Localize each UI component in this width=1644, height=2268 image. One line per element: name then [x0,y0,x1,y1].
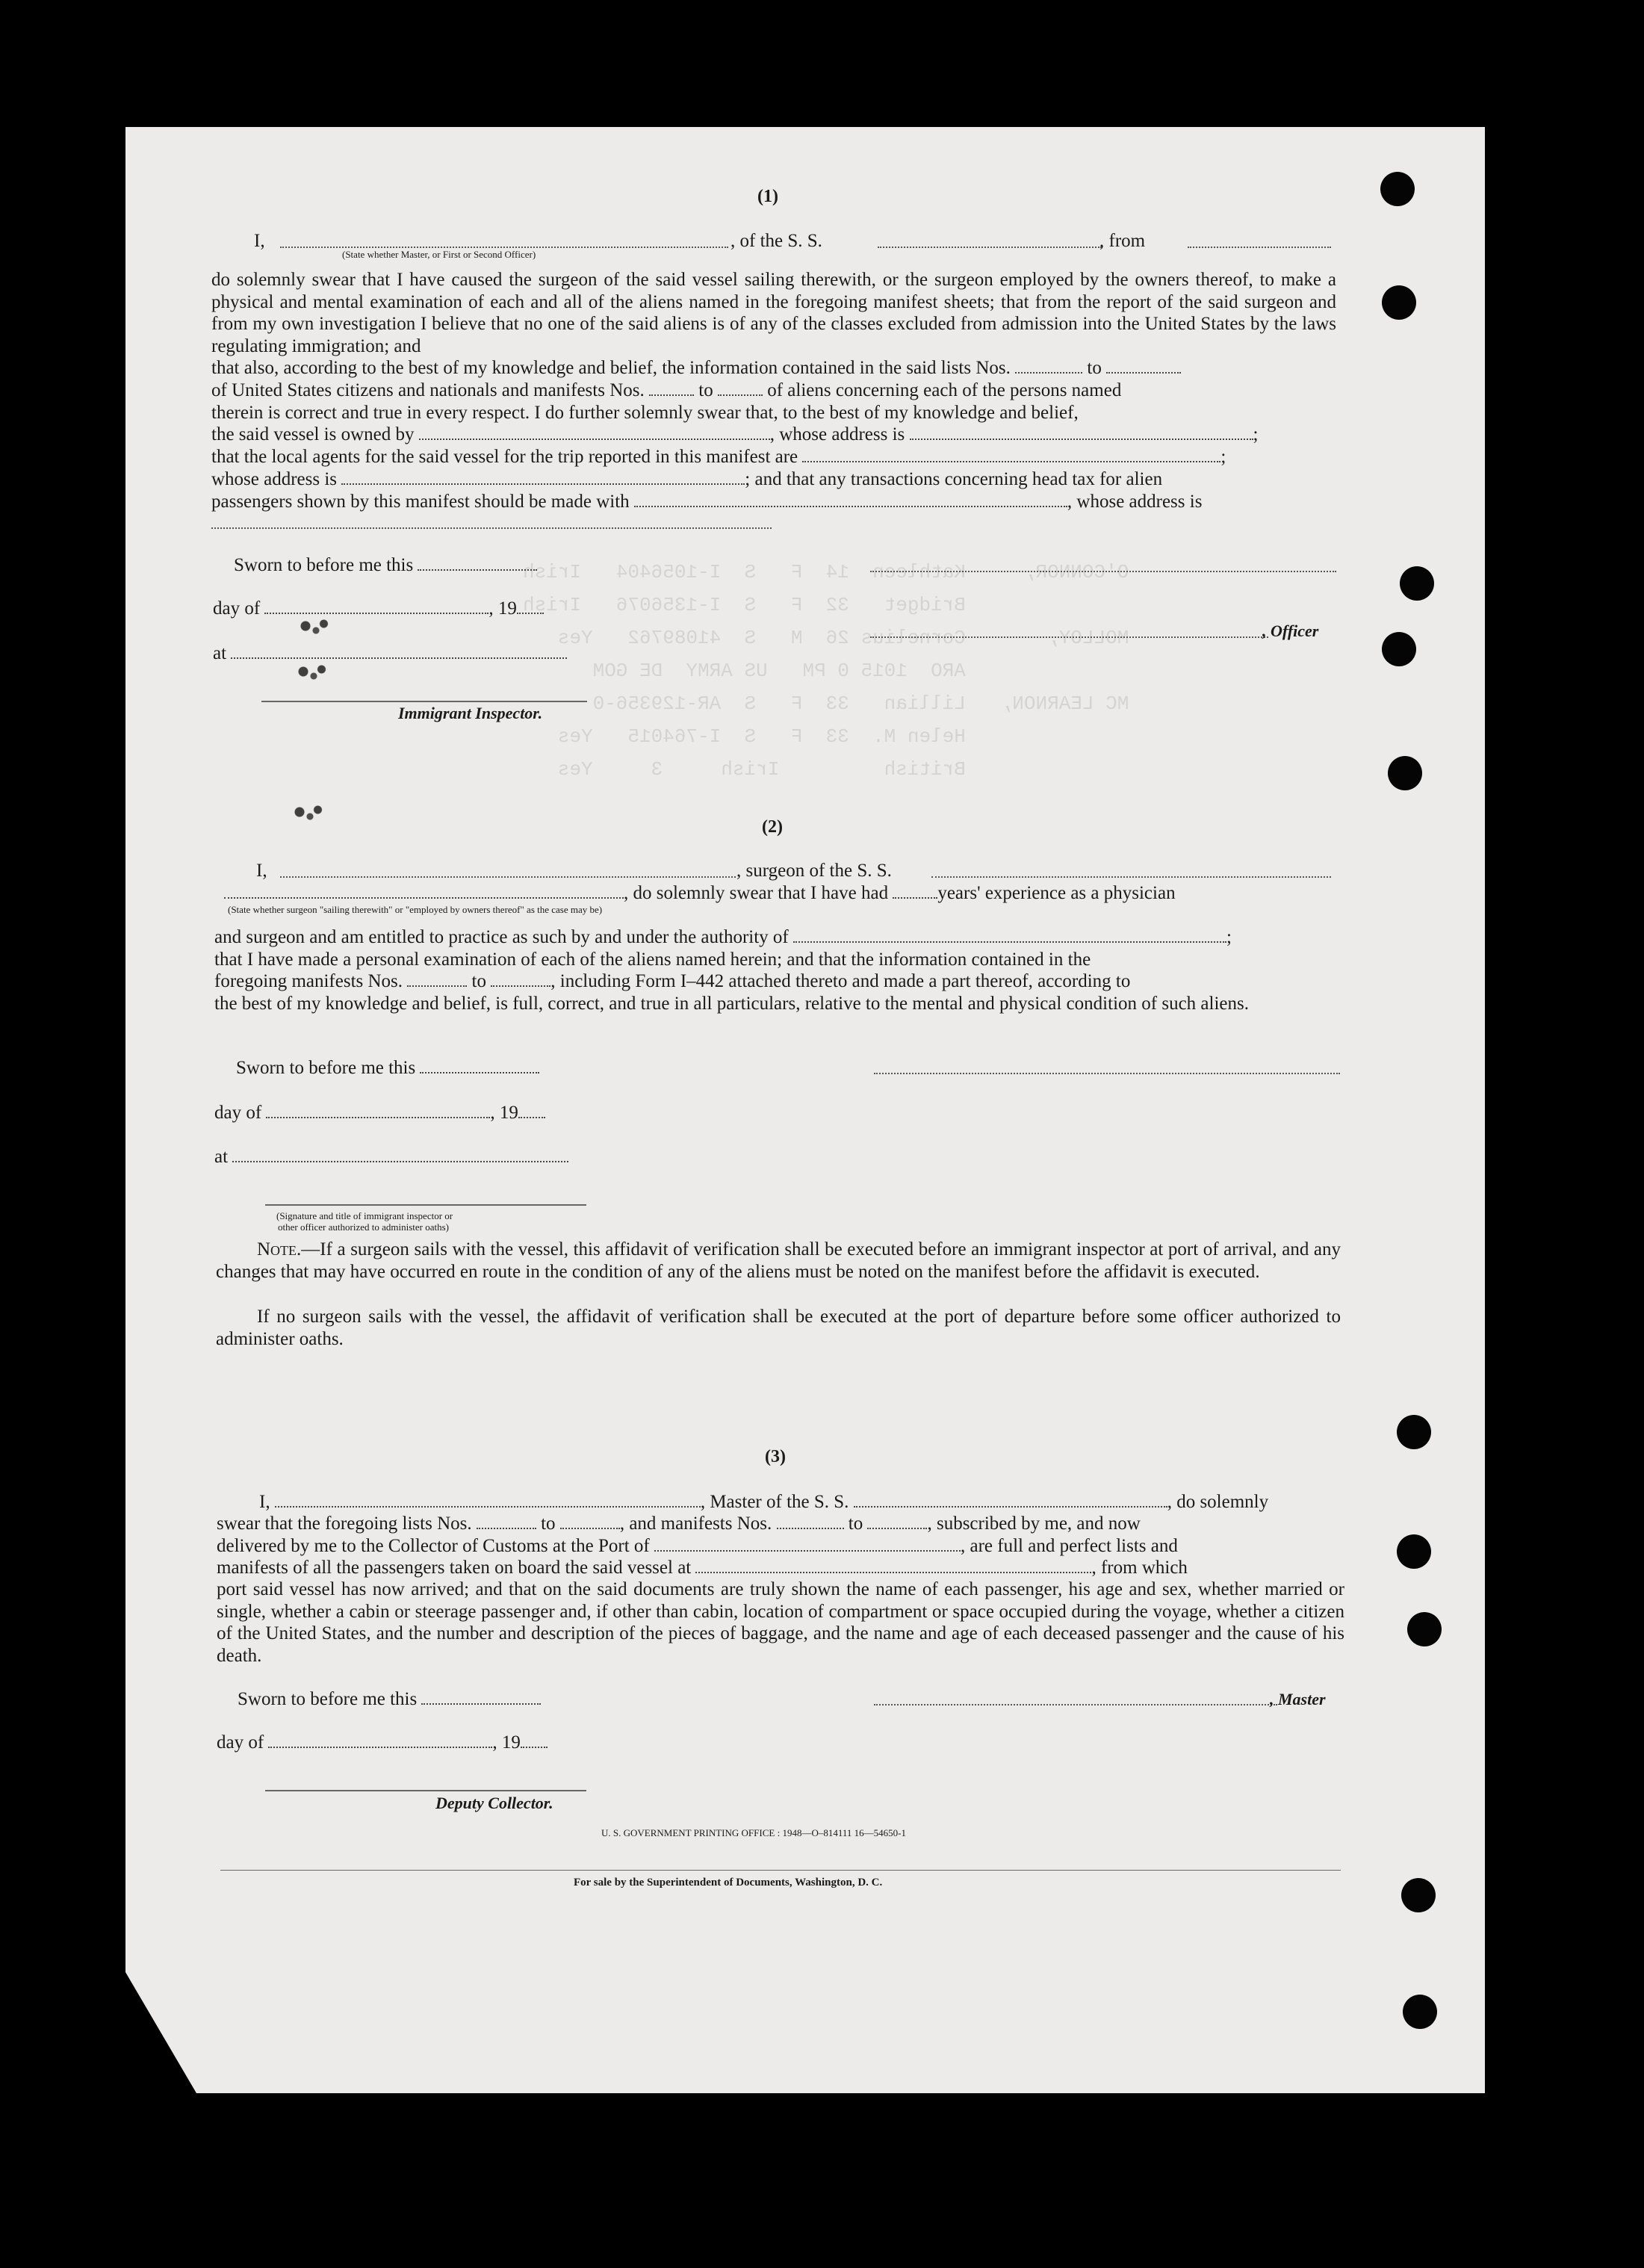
sig-note-1: (Signature and title of immigrant inspector or [276,1210,453,1221]
sec1-at [213,642,567,664]
sec1-day [213,598,544,619]
sec2-manifests-line [214,970,1130,992]
from-which-text: , from which [1091,1558,1188,1578]
officer-title: , Officer [1262,622,1319,640]
sec2-to: to [471,971,486,991]
section-1-heading: (1) [757,187,778,206]
transactions-text: ; and that any transactions concerning head tax for alien [745,469,1163,489]
sec2-manifests-to-blank [491,970,550,987]
punch-hole [1403,1995,1437,2029]
master-title: , Master [1270,1690,1326,1708]
vessel-name-line [878,247,1102,248]
sec2-day-blank [266,1102,490,1118]
whose-address-text-3: , whose address is [1067,492,1203,512]
sec2-year-blank [518,1102,545,1118]
surgeon-note-paragraph [216,1239,1341,1283]
lists-to-blank [1106,357,1181,374]
punch-hole [1388,756,1422,790]
sec2-i: I, [256,861,267,881]
boarded-at-blank [695,1557,1091,1573]
officer-name-line [280,247,728,248]
inspector-title: Immigrant Inspector. [398,704,543,722]
ink-smudge [290,615,342,637]
sec2-at-text: at [214,1147,229,1167]
day-blank [264,598,488,614]
sec2-at-blank [232,1146,568,1162]
punch-hole [1397,1534,1431,1569]
sec2-sworn [236,1057,539,1079]
manifests-to: to [698,380,713,400]
master-name-blank [275,1491,701,1508]
officer-signature-line [870,636,1268,638]
lists-text: that also, according to the best of my knowledge and belief, the information contained in the said lists Nos. [211,358,1011,378]
whose-address-text-2: whose address is [211,469,338,489]
sec1-agent-address-line [211,468,1162,490]
whose-address-text: , whose address is [769,424,905,444]
years-text: years' experience as a physician [937,883,1176,903]
owned-by-text: the said vessel is owned by [211,424,415,444]
sec1-owned-line: the said vessel is owned by , whose address is ; [211,424,1259,444]
sec3-i: I, [259,1492,270,1512]
punch-hole [1400,566,1434,601]
no-surgeon-paragraph: If no surgeon sails with the vessel, the affidavit of verification shall be executed at the port of departure before some officer authorized to administer oaths. [216,1307,1341,1349]
sec1-line3: therein is correct and true in every respect. I do further solemnly swear that, to the best of my knowledge and belief, [211,403,1079,423]
sec2-year-text: , 19 [490,1103,518,1123]
bleed-through: O'CONNOR, Kathleen 14 F S I-1056404 Irish Bridget 32 F S I-1356076 Irish MOLLOY, Cornelius 26 M S 41089762 Yes ARO 1015 0 PM US ARMY DE GOM MC LEARNON, Lillian 33 F S AR-129356-0 Helen M. 33 F S I-764015 Yes British Irish 3 Yes [523,561,1129,781]
note-label: Note. [257,1239,302,1260]
sec1-from: , from [1099,231,1146,251]
master-vessel-blank [854,1491,1167,1508]
sec3-day-of-text: day of [217,1732,264,1753]
sec3-manifests-to-blank [867,1513,927,1529]
sec1-of-ss: , of the S. S. [731,231,822,251]
sec2-solemnly-line [224,882,1176,904]
punch-hole [1380,172,1415,206]
subscribed-text: , subscribed by me, and now [927,1513,1141,1534]
authority-text: and surgeon and am entitled to practice as such by and under the authority of [214,927,789,947]
punch-hole [1407,1612,1442,1646]
ink-smudge [288,660,340,683]
surgeon-name-line [280,876,736,878]
sec3-sworn-blank [421,1688,541,1705]
deputy-signature-line [265,1790,586,1791]
sec2-surgeon-of: , surgeon of the S. S. [736,861,892,881]
gpo-imprint: U. S. GOVERNMENT PRINTING OFFICE : 1948—O–814111 16—54650-1 [601,1827,906,1838]
swear-lists-text: swear that the foregoing lists Nos. [217,1513,472,1534]
at-blank [231,642,567,659]
port-blank [654,1535,961,1552]
sec1-manifests-line [211,379,1121,401]
sec3-i-line [259,1491,1268,1513]
sec2-sworn-blank [420,1057,539,1073]
full-text: , are full and perfect lists and [961,1536,1178,1556]
manifests-to-blank [718,379,763,396]
sec3-lists-to-blank [560,1513,620,1529]
punch-hole [1401,1878,1436,1912]
owner-blank [419,424,770,440]
sec3-sworn-text: Sworn to before me this [238,1689,418,1709]
sec1-passengers-line [211,491,1202,512]
deputy-title: Deputy Collector. [435,1794,553,1812]
manifests-text: of United States citizens and nationals and manifests Nos. [211,380,645,400]
delivered-text: delivered by me to the Collector of Customs at the Port of [217,1536,650,1556]
headtax-address-line [211,527,772,529]
inspector-signature-line [261,701,587,702]
manifests-all-text: manifests of all the passengers taken on board the said vessel at [217,1558,692,1578]
surgeon-vessel-line [931,876,1331,878]
sec2-body2: the best of my knowledge and belief, is full, correct, and true in all particulars, relative to the mental and physical condition of such aliens. [214,994,1249,1014]
sec3-to: to [541,1513,556,1534]
sec1-sworn [234,554,537,576]
sec3-year-blank [521,1732,548,1748]
lists-to: to [1087,358,1102,378]
from-port-line [1188,247,1331,248]
sec2-signature-line [265,1204,586,1206]
at-text: at [213,643,227,663]
master-signature-line [874,1704,1277,1705]
do-solemnly-text: , do solemnly [1167,1492,1269,1512]
authority-blank [793,926,1226,943]
sworn-text: Sworn to before me this [234,555,414,575]
sec3-lists-from-blank [477,1513,536,1529]
sec1-lists-line [211,357,1181,379]
sec3-day-blank [268,1732,492,1748]
state-note: (State whether Master, or First or Second Officer) [342,249,536,260]
footer-rule [220,1870,1341,1871]
manifests-from-blank [649,379,694,396]
headtax-agent-blank [634,491,1067,507]
sec3-day [217,1732,548,1753]
owner-address-blank [910,424,1253,440]
sec3-manifests-line [217,1557,1188,1578]
sec1-body: do solemnly swear that I have caused the surgeon of the said vessel sailing therewith, or the surgeon employed by the owners thereof, to make a physical and mental examination of each and all of the aliens named in the foregoing manifest sheets; that from the report of the said surgeon and from my own investigation I believe that no one of the said aliens is of any of the classes excluded from admission into the United States by the laws regulating immigration; and [211,270,1336,356]
officer-signature-top [870,571,1336,572]
sec2-day-of-text: day of [214,1103,262,1123]
sec2-body-line: that I have made a personal examination of each of the aliens named herein; and that the information contained in the [214,949,1091,970]
year-text: , 19 [488,598,517,619]
local-agents-text: that the local agents for the said vessel for the trip reported in this manifest are [211,447,798,467]
section-3-heading: (3) [765,1447,786,1466]
master-of-text: , Master of the S. S. [700,1492,849,1512]
sec3-body: port said vessel has now arrived; and that on the said documents are truly shown the name of each passenger, his age and sex, whether married or single, whether a cabin or steerage passenger and, if other than cabin, location of compartment or space occupied during the voyage, whether a citizen of the United States, and the number and description of the pieces of baggage, and the name and age of each deceased passenger and the cause of his death. [217,1579,1344,1666]
sec1-i: I, [254,231,265,251]
note-text: —If a surgeon sails with the vessel, this affidavit of verification shall be executed before an immigrant inspector at port of arrival, and any changes that may have occurred en route in the condition of any of the aliens must be noted on the manifest before the affidavit is executed. [216,1239,1341,1282]
punch-hole [1382,632,1416,666]
surgeon-signature-line [874,1073,1340,1074]
for-sale-note: For sale by the Superintendent of Documents, Washington, D. C. [574,1877,883,1889]
section-2-heading: (2) [762,817,783,837]
lists-from-blank [1015,357,1082,374]
sec3-year-text: , 19 [492,1732,521,1753]
agents-blank [802,446,1220,462]
sig-note-2: other officer authorized to administer oaths) [278,1221,449,1233]
punch-hole [1397,1415,1431,1449]
punch-hole [1382,285,1416,320]
sec3-to-2: to [848,1513,863,1534]
and-manifests-text: , and manifests Nos. [619,1513,772,1534]
surgeon-note: (State whether surgeon "sailing therewith" or "employed by owners thereof" as the case may be) [228,904,603,915]
sec1-agents-line: that the local agents for the said vessel for the trip reported in this manifest are ; [211,447,1226,467]
surgeon-type-blank [224,882,624,899]
sec2-at [214,1146,568,1168]
sec3-manifests-from-blank [777,1513,844,1529]
year-blank [517,598,544,614]
manifests-post: of aliens concerning each of the persons named [767,380,1122,400]
sec2-day [214,1102,545,1124]
sec3-sworn [238,1688,541,1710]
sec2-manifests-from-blank [407,970,467,987]
years-blank [893,882,937,899]
sworn-blank [418,554,537,571]
sec3-delivered-line [217,1535,1178,1557]
solemnly-text: , do solemnly swear that I have had [624,883,889,903]
sec2-authority-line: and surgeon and am entitled to practice as such by and under the authority of ; [214,927,1232,947]
day-of-text: day of [213,598,261,619]
sec2-manifests-post: , including Form I–442 attached thereto and made a part thereof, according to [550,971,1131,991]
sec2-sworn-text: Sworn to before me this [236,1058,416,1078]
agent-address-blank [341,468,745,485]
sec2-manifests-text: foregoing manifests Nos. [214,971,403,991]
ink-smudge [284,801,336,823]
passengers-text: passengers shown by this manifest should be made with [211,492,630,512]
sec3-swear-line [217,1513,1141,1534]
